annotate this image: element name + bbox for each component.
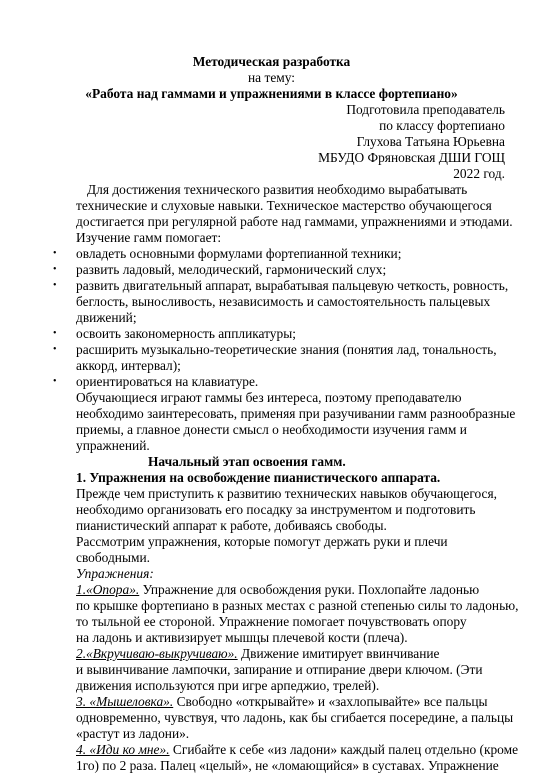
exercise-3-line: 3. «Мышеловка». Свободно «открывайте» и «захлопывайте» все пальцы [76,694,488,709]
exercise-line: то тыльной ее стороной. Упражнение помогает почувствовать опору [76,614,467,629]
doc-subtitle: на тему: [248,70,295,85]
author-org: МБУДО Фряновская ДШИ ГОЩ [318,150,505,165]
exercise-line: на ладонь и активизирует мышцы плечевой кости (плеча). [76,630,408,645]
para-line: необходимо заинтересовать, применяя при разучивании гамм разнообразные [76,406,516,421]
exercise-line: одновременно, чувствуя, что ладонь, как бы сгибается посередине, а пальцы [76,710,514,725]
exercise-line: «растут из ладони». [76,726,190,741]
intro-line: технические и слуховые навыки. Техническое мастерство обучающегося [76,198,492,213]
exercise-line: 1го) по 2 раза. Палец «целый», не «ломающийся» в суставах. Упражнение [76,758,499,773]
bullet-icon: • [53,248,57,259]
intro-line: достигается при регулярной работе над гаммами, упражнениями и этюдами. [76,214,513,229]
exercise-1-name: 1.«Опора». [76,582,140,597]
para-line: приемы, а главное донести смысл о необходимости изучения гамм и [76,422,467,437]
section-heading: Начальный этап освоения гамм. [148,454,346,469]
bullet-item-cont: аккорд, интервал); [76,358,181,373]
exercise-4-name: 4. «Иди ко мне». [76,742,170,757]
doc-title: Методическая разработка [192,54,351,69]
bullet-icon: • [53,376,57,387]
bullet-item: овладеть основными формулами фортепианной техники; [76,246,402,261]
exercise-2-name: 2.«Вкручиваю-выкручиваю». [76,646,238,661]
exercise-1-line: 1.«Опора». Упражнение для освобождения руки. Похлопайте ладонью [76,582,480,597]
author-name: Глухова Татьяна Юрьевна [356,134,505,149]
exercise-line: по крышке фортепиано в разных местах с разной степенью силы то ладонью, [76,598,519,613]
bullet-item: ориентироваться на клавиатуре. [76,374,259,389]
exercises-label: Упражнения: [76,566,154,581]
exercise-2-line: 2.«Вкручиваю-выкручиваю». Движение имитирует ввинчивание [76,646,440,661]
bullet-item: развить двигательный аппарат, вырабатывая пальцевую четкость, ровность, [76,278,509,293]
author-line-1: Подготовила преподаватель [346,102,505,117]
bullet-item-cont: беглость, выносливость, независимость и самостоятельность пальцевых [76,294,491,309]
para-line: пианистический аппарат к работе, добиваясь свободы. [76,518,387,533]
para-line: необходимо организовать его посадку за инструментом и подготовить [76,502,476,517]
subsection-heading: 1. Упражнения на освобождение пианистического аппарата. [76,470,441,485]
bullet-icon: • [53,328,57,339]
para-line: Обучающиеся играют гаммы без интереса, поэтому преподавателю [76,390,462,405]
bullet-item: развить ладовый, мелодический, гармонический слух; [76,262,387,277]
exercise-4-line: 4. «Иди ко мне». Сгибайте к себе «из ладони» каждый палец отдельно (кроме [76,742,519,757]
para-line: упражнений. [76,438,150,453]
bullet-icon: • [53,264,57,275]
doc-topic: «Работа над гаммами и упражнениями в классе фортепиано» [85,86,458,101]
exercise-line: движения используются при игре арпеджио, трелей). [76,678,380,693]
para-line: Рассмотрим упражнения, которые помогут держать руки и плечи [76,534,448,549]
exercise-line: и вывинчивание лампочки, запирание и отпирание двери ключом. (Эти [76,662,483,677]
para-line: Прежде чем приступить к развитию технических навыков обучающегося, [76,486,497,501]
bullet-item: расширить музыкально-теоретические знания (понятия лад, тональность, [76,342,497,357]
para-line: свободными. [76,550,150,565]
bullet-icon: • [53,344,57,355]
bullet-icon: • [53,280,57,291]
bullet-item-cont: движений; [76,310,137,325]
intro-line: Изучение гамм помогает: [76,230,222,245]
author-line-2: по классу фортепиано [379,118,505,133]
intro-line: Для достижения технического развития необходимо вырабатывать [87,182,468,197]
author-year: 2022 год. [453,166,505,181]
exercise-3-name: 3. «Мышеловка». [76,694,174,709]
bullet-item: освоить закономерность аппликатуры; [76,326,296,341]
